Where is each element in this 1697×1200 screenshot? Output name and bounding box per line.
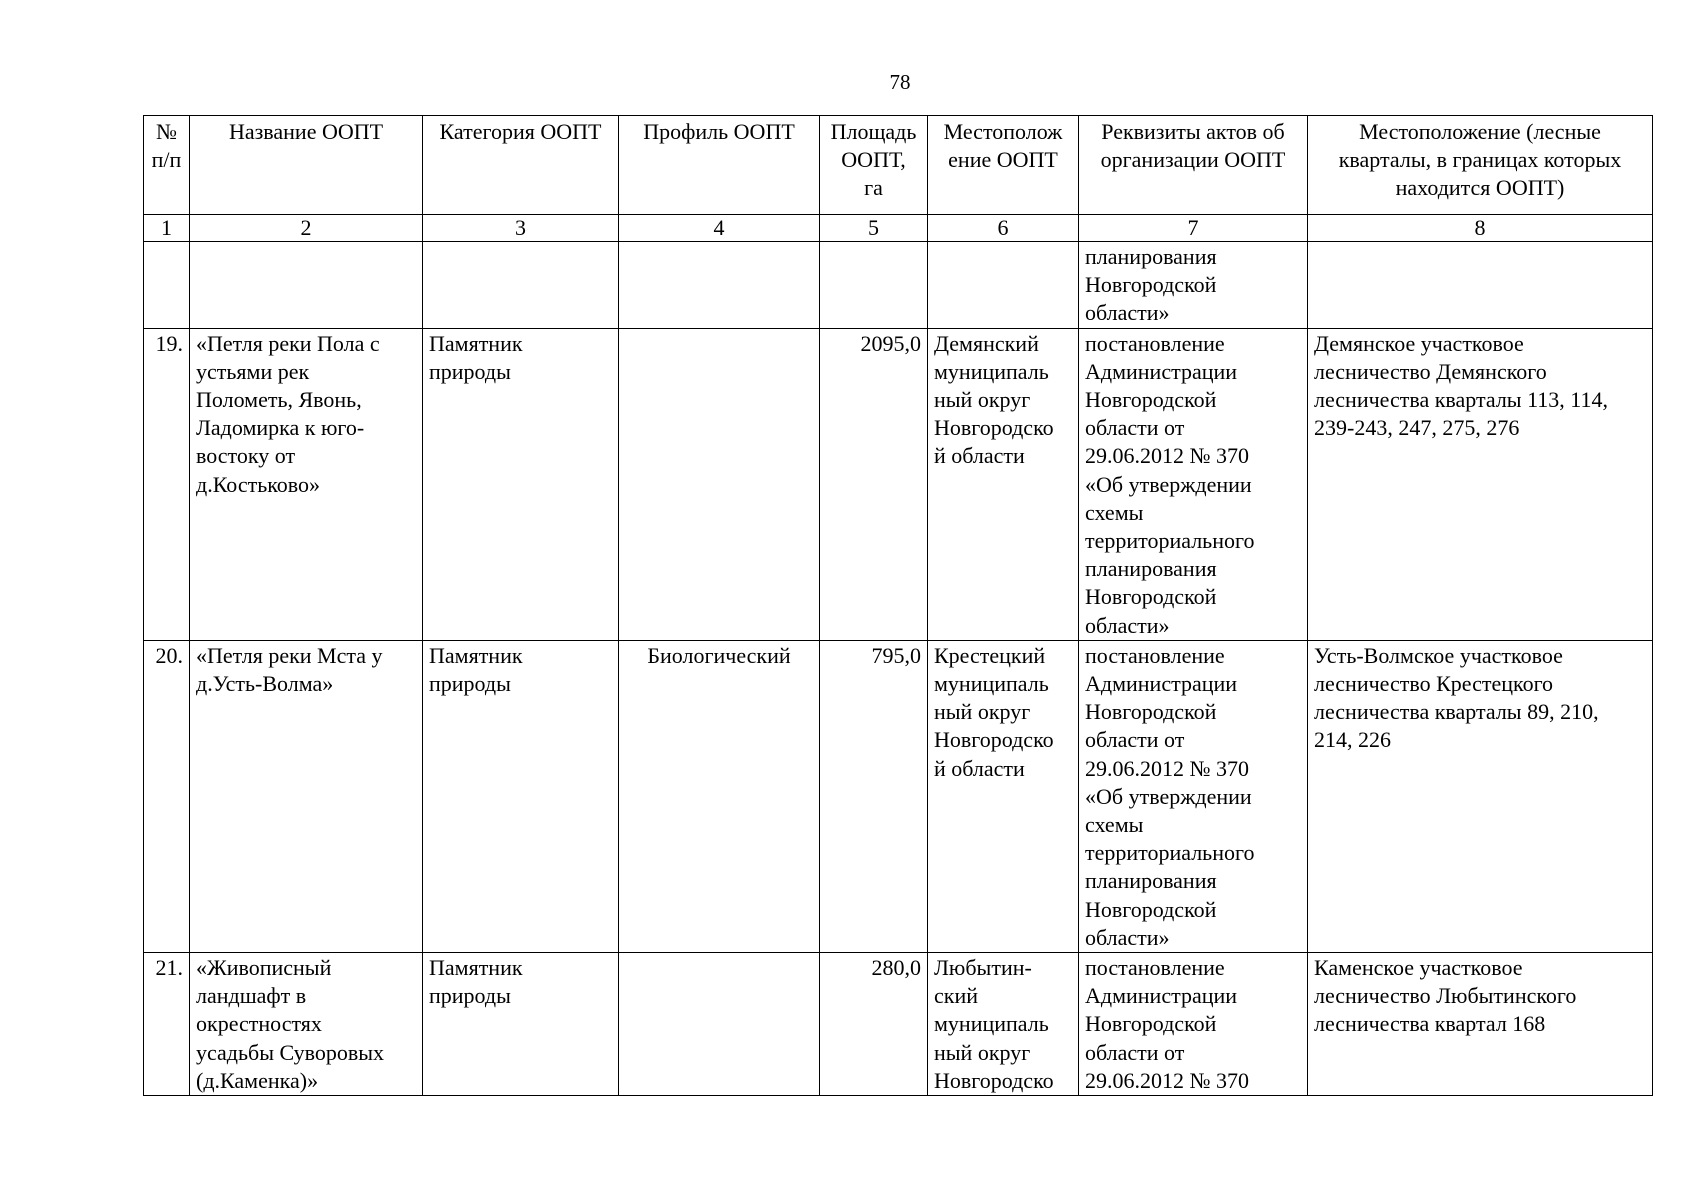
location-cell: Демянский муниципаль ный округ Новгородско й области <box>928 328 1079 640</box>
column-number: 6 <box>928 215 1079 242</box>
area-cell: 2095,0 <box>820 328 928 640</box>
name-cell <box>190 242 423 329</box>
table-row-continuation <box>144 242 1653 329</box>
area-cell: 795,0 <box>820 640 928 952</box>
header-cell-name: Название ООПТ <box>190 116 423 215</box>
forest-quarters-cell <box>1308 242 1653 329</box>
profile-cell <box>619 328 820 640</box>
area-cell <box>820 242 928 329</box>
oopt-table <box>143 115 1653 1096</box>
location-cell: Крестецкий муниципаль ный округ Новгородско й области <box>928 640 1079 952</box>
row-number-cell: 19. <box>144 328 190 640</box>
acts-cell: постановление Администрации Новгородской области от 29.06.2012 № 370 «Об утверждении схемы территориального планирования Новгородской области» <box>1079 328 1308 640</box>
table-row <box>144 953 1653 1096</box>
category-cell <box>423 242 619 329</box>
forest-quarters-cell: Демянское участковое лесничество Демянского лесничества кварталы 113, 114, 239-243, 247, 275, 276 <box>1308 328 1653 640</box>
profile-cell <box>619 953 820 1096</box>
header-cell-forest-quarters: Местоположение (лесные кварталы, в границах которых находится ООПТ) <box>1308 116 1653 215</box>
column-number: 3 <box>423 215 619 242</box>
category-cell: Памятник природы <box>423 640 619 952</box>
row-number-cell <box>144 242 190 329</box>
area-cell: 280,0 <box>820 953 928 1096</box>
row-number-cell: 20. <box>144 640 190 952</box>
column-number-row <box>144 215 1653 242</box>
column-number: 1 <box>144 215 190 242</box>
header-cell-profile: Профиль ООПТ <box>619 116 820 215</box>
location-cell <box>928 242 1079 329</box>
header-cell-location: Местополож ение ООПТ <box>928 116 1079 215</box>
header-cell-category: Категория ООПТ <box>423 116 619 215</box>
header-cell-acts: Реквизиты актов об организации ООПТ <box>1079 116 1308 215</box>
name-cell: «Петля реки Пола с устьями рек Полометь, Явонь, Ладомирка к юго- востоку от д.Костьково» <box>190 328 423 640</box>
acts-cell: постановление Администрации Новгородской области от 29.06.2012 № 370 <box>1079 953 1308 1096</box>
column-number: 8 <box>1308 215 1653 242</box>
acts-cell: постановление Администрации Новгородской области от 29.06.2012 № 370 «Об утверждении схемы территориального планирования Новгородской области» <box>1079 640 1308 952</box>
profile-cell: Биологический <box>619 640 820 952</box>
acts-cell: планирования Новгородской области» <box>1079 242 1308 329</box>
column-number: 5 <box>820 215 928 242</box>
header-row <box>144 116 1653 215</box>
page-number: 78 <box>889 70 911 94</box>
row-number-cell: 21. <box>144 953 190 1096</box>
header-cell-number: № п/п <box>144 116 190 215</box>
category-cell: Памятник природы <box>423 328 619 640</box>
profile-cell <box>619 242 820 329</box>
header-cell-area: Площадь ООПТ, га <box>820 116 928 215</box>
forest-quarters-cell: Каменское участковое лесничество Любытинского лесничества квартал 168 <box>1308 953 1653 1096</box>
column-number: 2 <box>190 215 423 242</box>
table-row <box>144 328 1653 640</box>
name-cell: «Петля реки Мста у д.Усть-Волма» <box>190 640 423 952</box>
forest-quarters-cell: Усть-Волмское участковое лесничество Крестецкого лесничества кварталы 89, 210, 214, 226 <box>1308 640 1653 952</box>
table-row <box>144 640 1653 952</box>
name-cell: «Живописный ландшафт в окрестностях усадьбы Суворовых (д.Каменка)» <box>190 953 423 1096</box>
column-number: 4 <box>619 215 820 242</box>
category-cell: Памятник природы <box>423 953 619 1096</box>
column-number: 7 <box>1079 215 1308 242</box>
location-cell: Любытин- ский муниципаль ный округ Новгородско <box>928 953 1079 1096</box>
